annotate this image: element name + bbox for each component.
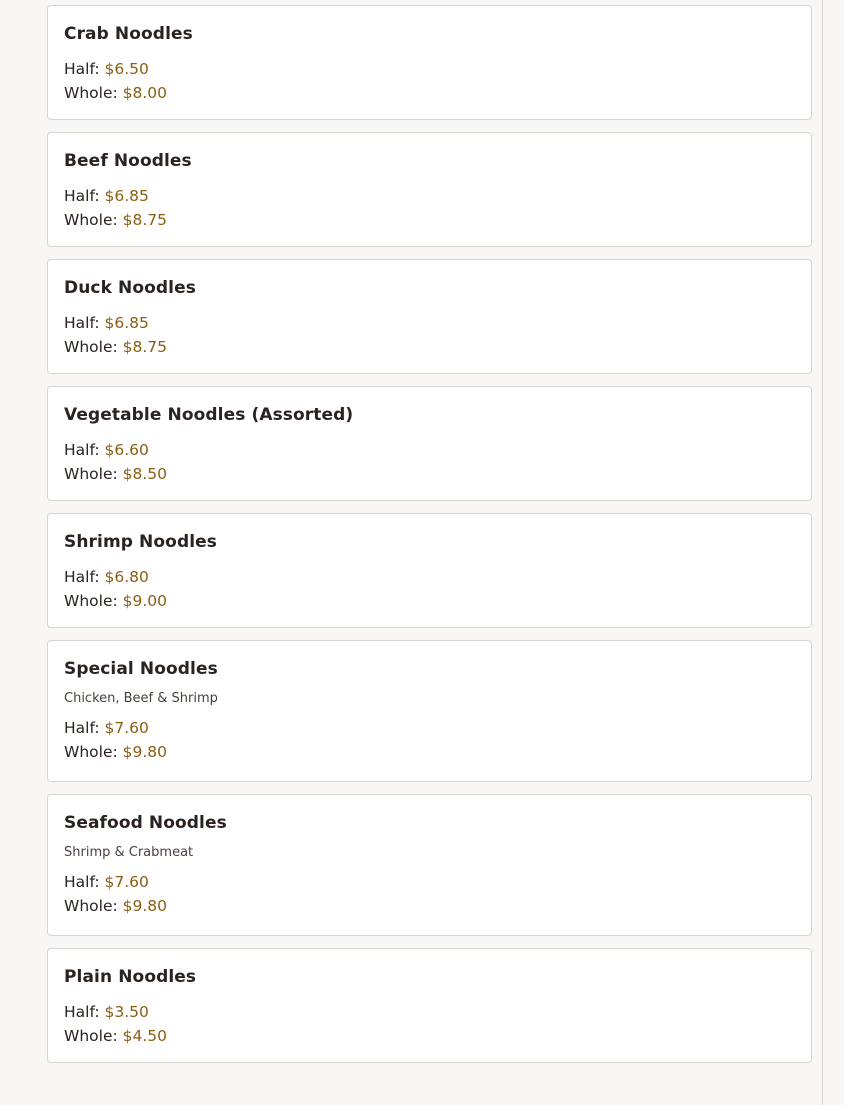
- whole-label: Whole:: [64, 743, 118, 761]
- whole-price: $9.00: [122, 592, 168, 610]
- half-price: $6.60: [104, 441, 149, 459]
- whole-price: $8.00: [122, 84, 168, 102]
- menu-item-card: [47, 948, 812, 1063]
- whole-price-line: [64, 1024, 795, 1048]
- item-description: Shrimp & Crabmeat: [64, 845, 194, 860]
- half-price: $6.85: [104, 187, 149, 205]
- item-name: Seafood Noodles: [64, 813, 227, 833]
- half-price: $7.60: [104, 719, 149, 737]
- menu-item-card: [47, 794, 812, 936]
- half-label: Half:: [64, 873, 100, 891]
- item-name: Vegetable Noodles (Assorted): [64, 405, 354, 425]
- whole-price-line: [64, 589, 795, 613]
- price-list: [64, 1000, 795, 1048]
- half-price: $6.85: [104, 314, 149, 332]
- whole-price: $4.50: [122, 1027, 168, 1045]
- whole-price-line: [64, 81, 795, 105]
- whole-price-line: [64, 740, 795, 764]
- half-label: Half:: [64, 314, 100, 332]
- half-price: $7.60: [104, 873, 149, 891]
- menu-item-card: [47, 5, 812, 120]
- half-label: Half:: [64, 719, 100, 737]
- price-list: [64, 716, 795, 764]
- half-price-line: [64, 870, 795, 894]
- whole-label: Whole:: [64, 465, 118, 483]
- menu-item-card: [47, 386, 812, 501]
- whole-label: Whole:: [64, 592, 118, 610]
- price-list: [64, 565, 795, 613]
- half-label: Half:: [64, 441, 100, 459]
- item-name: Crab Noodles: [64, 24, 193, 44]
- item-name: Beef Noodles: [64, 151, 192, 171]
- half-price-line: [64, 57, 795, 81]
- item-name: Plain Noodles: [64, 967, 197, 987]
- whole-label: Whole:: [64, 84, 118, 102]
- half-price: $6.80: [104, 568, 149, 586]
- half-price-line: [64, 1000, 795, 1024]
- whole-price-line: [64, 335, 795, 359]
- whole-label: Whole:: [64, 1027, 118, 1045]
- whole-label: Whole:: [64, 338, 118, 356]
- item-name: Shrimp Noodles: [64, 532, 217, 552]
- whole-price: $8.50: [122, 465, 168, 483]
- price-list: [64, 57, 795, 105]
- whole-price: $9.80: [122, 897, 168, 915]
- whole-label: Whole:: [64, 211, 118, 229]
- page-edge-divider: [822, 0, 823, 1105]
- menu-item-card: [47, 259, 812, 374]
- item-description: Chicken, Beef & Shrimp: [64, 691, 218, 706]
- half-price-line: [64, 438, 795, 462]
- whole-price: $8.75: [122, 338, 168, 356]
- half-label: Half:: [64, 1003, 100, 1021]
- price-list: [64, 870, 795, 918]
- price-list: [64, 311, 795, 359]
- menu-item-card: [47, 132, 812, 247]
- half-label: Half:: [64, 187, 100, 205]
- item-name: Duck Noodles: [64, 278, 196, 298]
- half-label: Half:: [64, 60, 100, 78]
- whole-price-line: [64, 462, 795, 486]
- half-price-line: [64, 716, 795, 740]
- whole-price: $9.80: [122, 743, 168, 761]
- menu-item-card: [47, 640, 812, 782]
- whole-price: $8.75: [122, 211, 168, 229]
- half-price-line: [64, 184, 795, 208]
- half-price-line: [64, 311, 795, 335]
- whole-price-line: [64, 894, 795, 918]
- whole-price-line: [64, 208, 795, 232]
- half-price: $6.50: [104, 60, 149, 78]
- price-list: [64, 438, 795, 486]
- price-list: [64, 184, 795, 232]
- half-price-line: [64, 565, 795, 589]
- whole-label: Whole:: [64, 897, 118, 915]
- menu-item-card: [47, 513, 812, 628]
- half-label: Half:: [64, 568, 100, 586]
- menu-item-list: [47, 5, 812, 1075]
- item-name: Special Noodles: [64, 659, 218, 679]
- half-price: $3.50: [104, 1003, 149, 1021]
